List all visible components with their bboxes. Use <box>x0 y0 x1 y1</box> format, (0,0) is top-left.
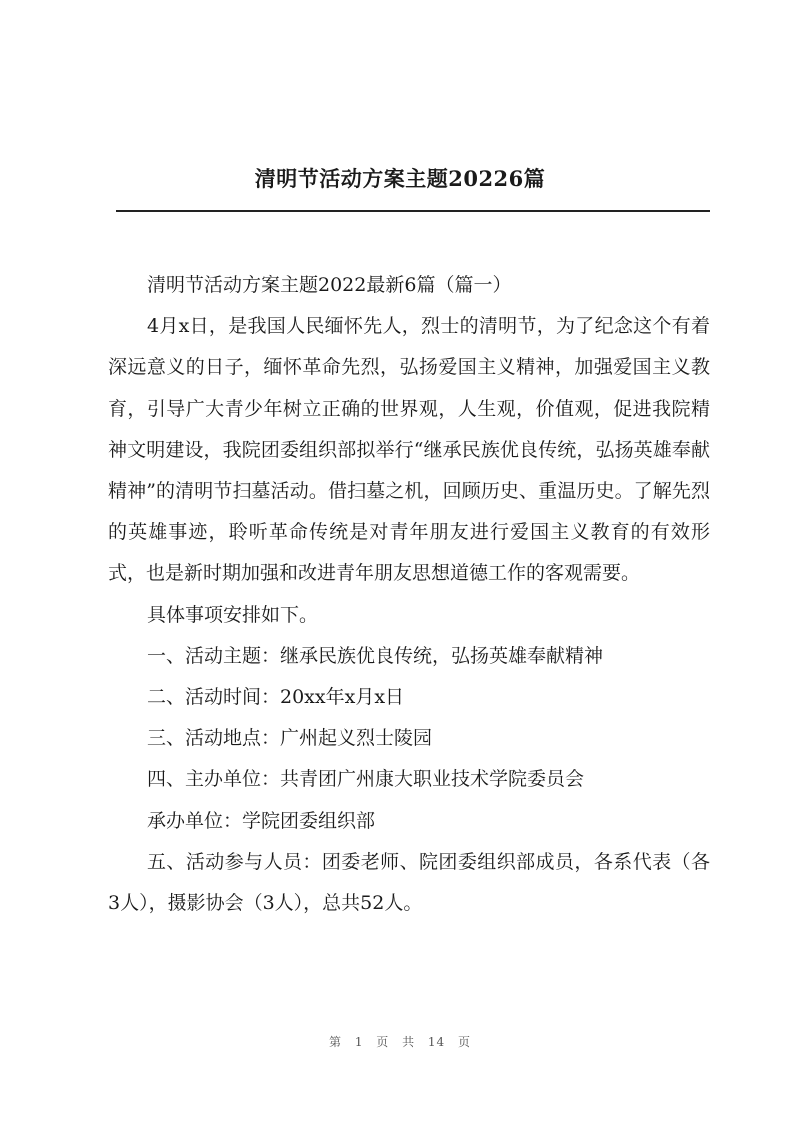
paragraph-intro: 4月x日，是我国人民缅怀先人，烈士的清明节，为了纪念这个有着深远意义的日子，缅怀革命先烈，弘扬爱国主义精神，加强爱国主义教育，引导广大青少年树立正确的世界观，人生观，价值观，促进我院精神文明建设，我院团委组织部拟举行“继承民族优良传统，弘扬英雄奉献精神”的清明节扫墓活动。借扫墓之机，回顾历史、重温历史。了解先烈的英雄事迹，聆听革命传统是对青年朋友进行爱国主义教育的有效形式，也是新时期加强和改进青年朋友思想道德工作的客观需要。 <box>108 315 710 585</box>
paragraph-time: 二、活动时间：20xx年x月x日 <box>147 686 405 709</box>
paragraph-theme: 一、活动主题：继承民族优良传统，弘扬英雄奉献精神 <box>147 644 604 667</box>
paragraph-co-organizer: 承办单位：学院团委组织部 <box>147 809 376 832</box>
document-body <box>108 265 710 924</box>
paragraph-location: 三、活动地点：广州起义烈士陵园 <box>147 727 433 750</box>
paragraph-section-heading: 清明节活动方案主题2022最新6篇（篇一） <box>147 274 512 296</box>
document-title: 清明节活动方案主题20226篇 <box>254 166 546 191</box>
paragraph-organizer: 四、主办单位：共青团广州康大职业技术学院委员会 <box>147 768 585 791</box>
paragraph-arrangement: 具体事项安排如下。 <box>147 603 319 626</box>
title-divider <box>116 210 710 212</box>
page-footer: 第 1 页 共 14 页 <box>329 1035 471 1049</box>
paragraph-participants: 五、活动参与人员：团委老师、院团委组织部成员，各系代表（各3人），摄影协会（3人），总共52人。 <box>108 850 710 915</box>
